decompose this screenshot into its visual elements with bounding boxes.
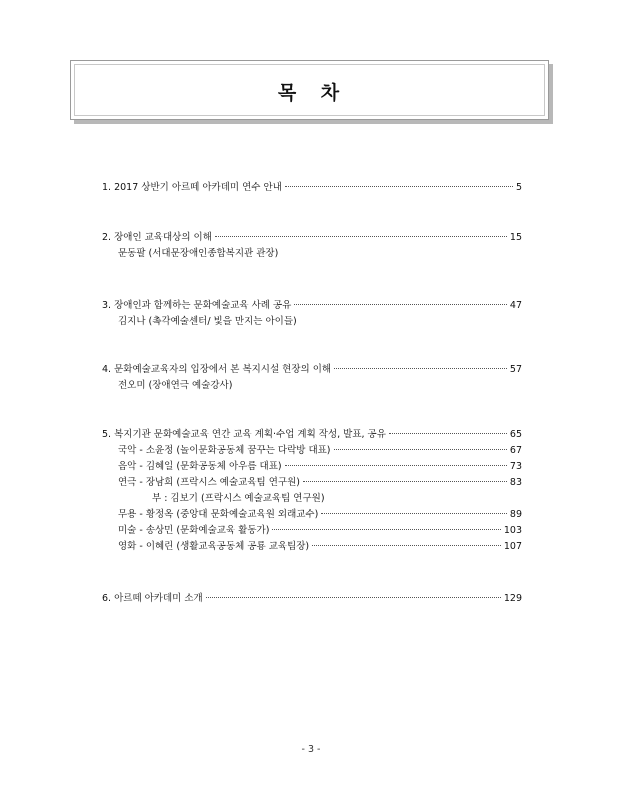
dot-leader: [312, 545, 501, 546]
dot-leader: [294, 304, 507, 305]
toc-section-4: [102, 362, 522, 394]
toc-heading: 1. 2017 상반기 아르떼 아카데미 연수 안내: [102, 182, 282, 193]
toc-subentry[interactable]: [102, 475, 522, 491]
toc-page-number: 65: [509, 429, 522, 440]
dot-leader: [272, 529, 500, 530]
dot-leader: [334, 368, 507, 369]
speaker-text: 문동팔 (서대문장애인종합복지관 관장): [118, 248, 279, 259]
subentry-text: 미술 - 송상민 (문화예술교육 활동가): [118, 525, 270, 536]
toc-page-number: 83: [509, 477, 522, 488]
toc-entry[interactable]: [102, 362, 522, 378]
toc-page-number: 107: [503, 541, 522, 552]
page-footer: - 3 -: [301, 744, 321, 755]
toc-entry[interactable]: [102, 180, 522, 196]
dot-leader: [389, 433, 507, 434]
toc-heading: 3. 장애인과 함께하는 문화예술교육 사례 공유: [102, 300, 292, 311]
toc-subentry[interactable]: [102, 539, 522, 555]
toc-section-2: [102, 230, 522, 262]
toc-entry[interactable]: [102, 427, 522, 443]
toc-heading: 2. 장애인 교육대상의 이해: [102, 232, 212, 243]
toc-speaker: [102, 314, 522, 330]
page-title: 목 차: [277, 82, 342, 104]
dot-leader: [285, 186, 513, 187]
subentry-text: 영화 - 이혜린 (생활교육공동체 공룡 교육팀장): [118, 541, 310, 552]
toc-page-number: 47: [509, 300, 522, 311]
dot-leader: [321, 513, 507, 514]
toc-speaker: [102, 246, 522, 262]
subentry-text: 음악 - 김혜일 (문화공동체 아우름 대표): [118, 461, 282, 472]
toc-subentry[interactable]: [102, 459, 522, 475]
subentry-text: 연극 - 장남희 (프락시스 예술교육팀 연구원): [118, 477, 300, 488]
speaker-text: 전오미 (장애연극 예술강사): [118, 380, 233, 391]
subentry-text: 무용 - 황정옥 (중앙대 문화예술교육원 외래교수): [118, 509, 319, 520]
toc-subentry-note: [102, 491, 522, 507]
dot-leader: [334, 449, 507, 450]
toc-entry[interactable]: [102, 230, 522, 246]
dot-leader: [303, 481, 507, 482]
toc-page-number: 15: [509, 232, 522, 243]
toc-section-1: [102, 180, 522, 196]
toc-page-number: 103: [503, 525, 522, 536]
toc-heading: 4. 문화예술교육자의 입장에서 본 복지시설 현장의 이해: [102, 364, 332, 375]
toc-section-5: [102, 427, 522, 555]
dot-leader: [285, 465, 507, 466]
toc-page-number: 89: [509, 509, 522, 520]
toc-page-number: 67: [509, 445, 522, 456]
subentry-text: 국악 - 소윤정 (놀이문화공동체 꿈꾸는 다락방 대표): [118, 445, 331, 456]
toc-section-3: [102, 298, 522, 330]
speaker-text: 김지나 (촉각예술센터/ 빛을 만지는 아이들): [118, 316, 297, 327]
dot-leader: [215, 236, 507, 237]
toc-page-number: 57: [509, 364, 522, 375]
subentry-text: 부 : 김보기 (프락시스 예술교육팀 연구원): [152, 493, 325, 504]
toc-heading: 6. 아르떼 아카데미 소개: [102, 593, 203, 604]
toc-page-number: 5: [515, 182, 522, 193]
toc-entry[interactable]: [102, 298, 522, 314]
toc-subentry[interactable]: [102, 507, 522, 523]
dot-leader: [206, 597, 501, 598]
toc-page-number: 73: [509, 461, 522, 472]
toc-speaker: [102, 378, 522, 394]
toc-entry[interactable]: [102, 591, 522, 607]
toc-subentry[interactable]: [102, 443, 522, 459]
toc-heading: 5. 복지기관 문화예술교육 연간 교육 계획·수업 계획 작성, 발표, 공유: [102, 429, 386, 440]
toc-page-number: 129: [503, 593, 522, 604]
title-box: [70, 60, 549, 120]
toc-subentry[interactable]: [102, 523, 522, 539]
toc-section-6: [102, 591, 522, 607]
